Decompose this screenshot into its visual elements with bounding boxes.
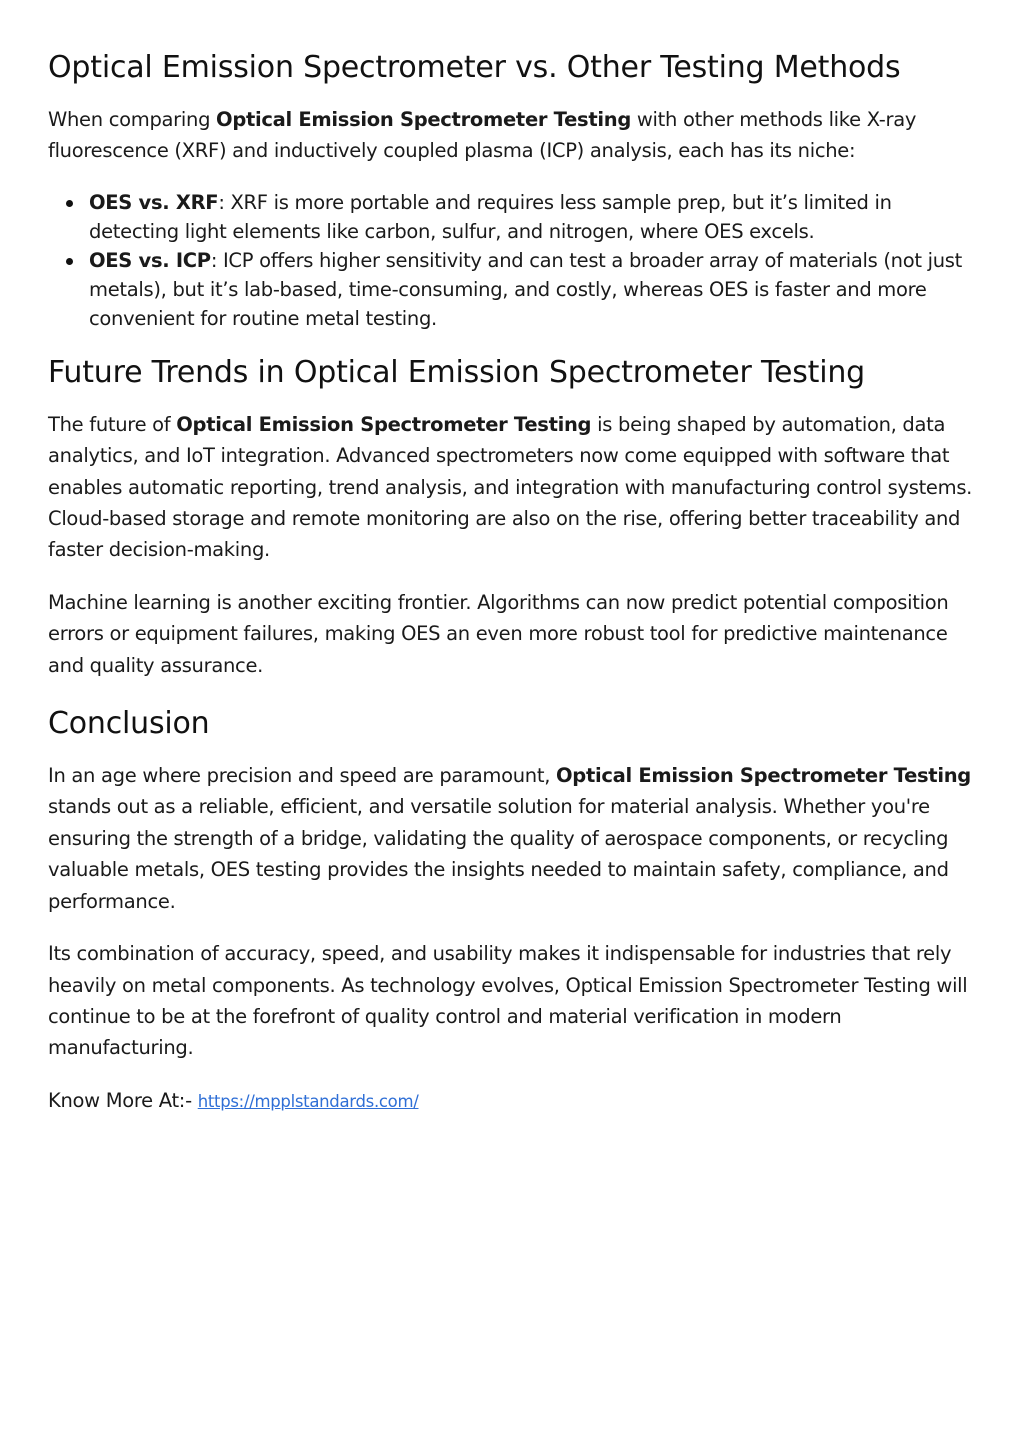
list-item-text: : ICP offers higher sensitivity and can test a broader array of materials (not just metals), but it’s lab-based, time-consuming, and costly, whereas OES is faster and more convenient for routine metal testing. <box>89 248 963 330</box>
list-item-bold: OES vs. XRF <box>89 190 219 214</box>
comparison-intro-bold: Optical Emission Spectrometer Testing <box>216 108 631 131</box>
future-paragraph-1 <box>48 409 976 566</box>
future-paragraph-2: Machine learning is another exciting frontier. Algorithms can now predict potential composition errors or equipment failures, making OES an even more robust tool for predictive maintenance and quality assurance. <box>48 590 949 677</box>
comparison-intro-post: with other methods like X-ray fluorescence (XRF) and inductively coupled plasma (ICP) analysis, each has its niche: <box>48 108 917 163</box>
comparison-list <box>48 188 976 333</box>
list-item <box>89 246 976 333</box>
conclusion-p1-bold: Optical Emission Spectrometer Testing <box>556 764 971 788</box>
future-p1-post: is being shaped by automation, data analytics, and IoT integration. Advanced spectrometers now come equipped with software that enables automatic reporting, trend analysis, and integration with manufacturing control systems. Cloud-based storage and remote monitoring are also on the rise, offering better traceability and faster decision-making. <box>48 412 973 562</box>
section-future <box>48 351 976 681</box>
future-p1-pre: The future of <box>48 412 177 436</box>
comparison-intro <box>48 104 976 167</box>
know-more-line <box>48 1085 976 1117</box>
conclusion-paragraph-1 <box>48 760 976 917</box>
section-heading-conclusion: Conclusion <box>48 706 210 742</box>
section-heading-future: Future Trends in Optical Emission Spectrometer Testing <box>48 354 866 390</box>
section-heading-comparison: Optical Emission Spectrometer vs. Other Testing Methods <box>48 50 901 85</box>
future-p1-bold: Optical Emission Spectrometer Testing <box>176 412 592 436</box>
list-item-bold: OES vs. ICP <box>89 248 211 272</box>
bullet-icon <box>66 258 73 265</box>
list-item-text: : XRF is more portable and requires less sample prep, but it’s limited in detecting light elements like carbon, sulfur, and nitrogen, where OES excels. <box>89 190 892 243</box>
know-more-label: Know More At:- <box>48 1088 198 1112</box>
comparison-intro-pre: When comparing <box>48 108 217 131</box>
conclusion-p1-pre: In an age where precision and speed are paramount, <box>48 764 557 788</box>
bullet-icon <box>66 200 73 207</box>
section-conclusion <box>48 702 976 1064</box>
list-item <box>89 188 976 246</box>
website-link[interactable]: https://mpplstandards.com/ <box>197 1091 419 1111</box>
conclusion-paragraph-2: Its combination of accuracy, speed, and usability makes it indispensable for industries that rely heavily on metal components. As technology evolves, Optical Emission Spectrometer Testing will continue to be at the forefront of quality control and material verification in modern manufacturing. <box>48 942 968 1060</box>
conclusion-p1-post: stands out as a reliable, efficient, and versatile solution for material analysis. Whether you're ensuring the strength of a bridge, validating the quality of aerospace components, or recycling valuable metals, OES testing provides the insights needed to maintain safety, compliance, and performance. <box>48 795 949 913</box>
section-comparison <box>48 46 976 333</box>
